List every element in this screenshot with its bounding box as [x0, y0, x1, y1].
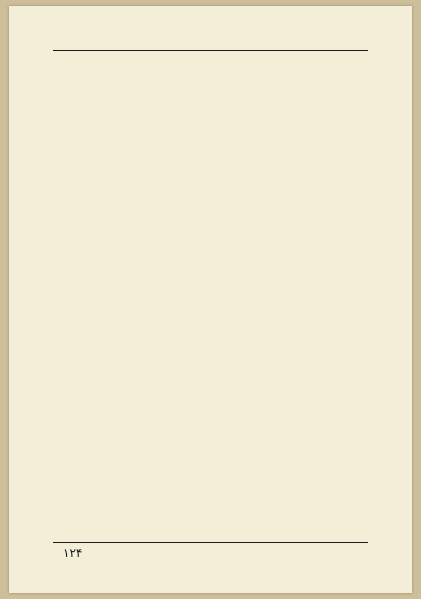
header-rule: [53, 50, 368, 51]
left-column: [53, 58, 205, 538]
document-page: [9, 6, 412, 593]
page-number: ۱۲۴: [63, 546, 83, 560]
text-columns: [53, 58, 368, 538]
footer-rule: [53, 542, 368, 543]
right-column: [217, 58, 369, 538]
